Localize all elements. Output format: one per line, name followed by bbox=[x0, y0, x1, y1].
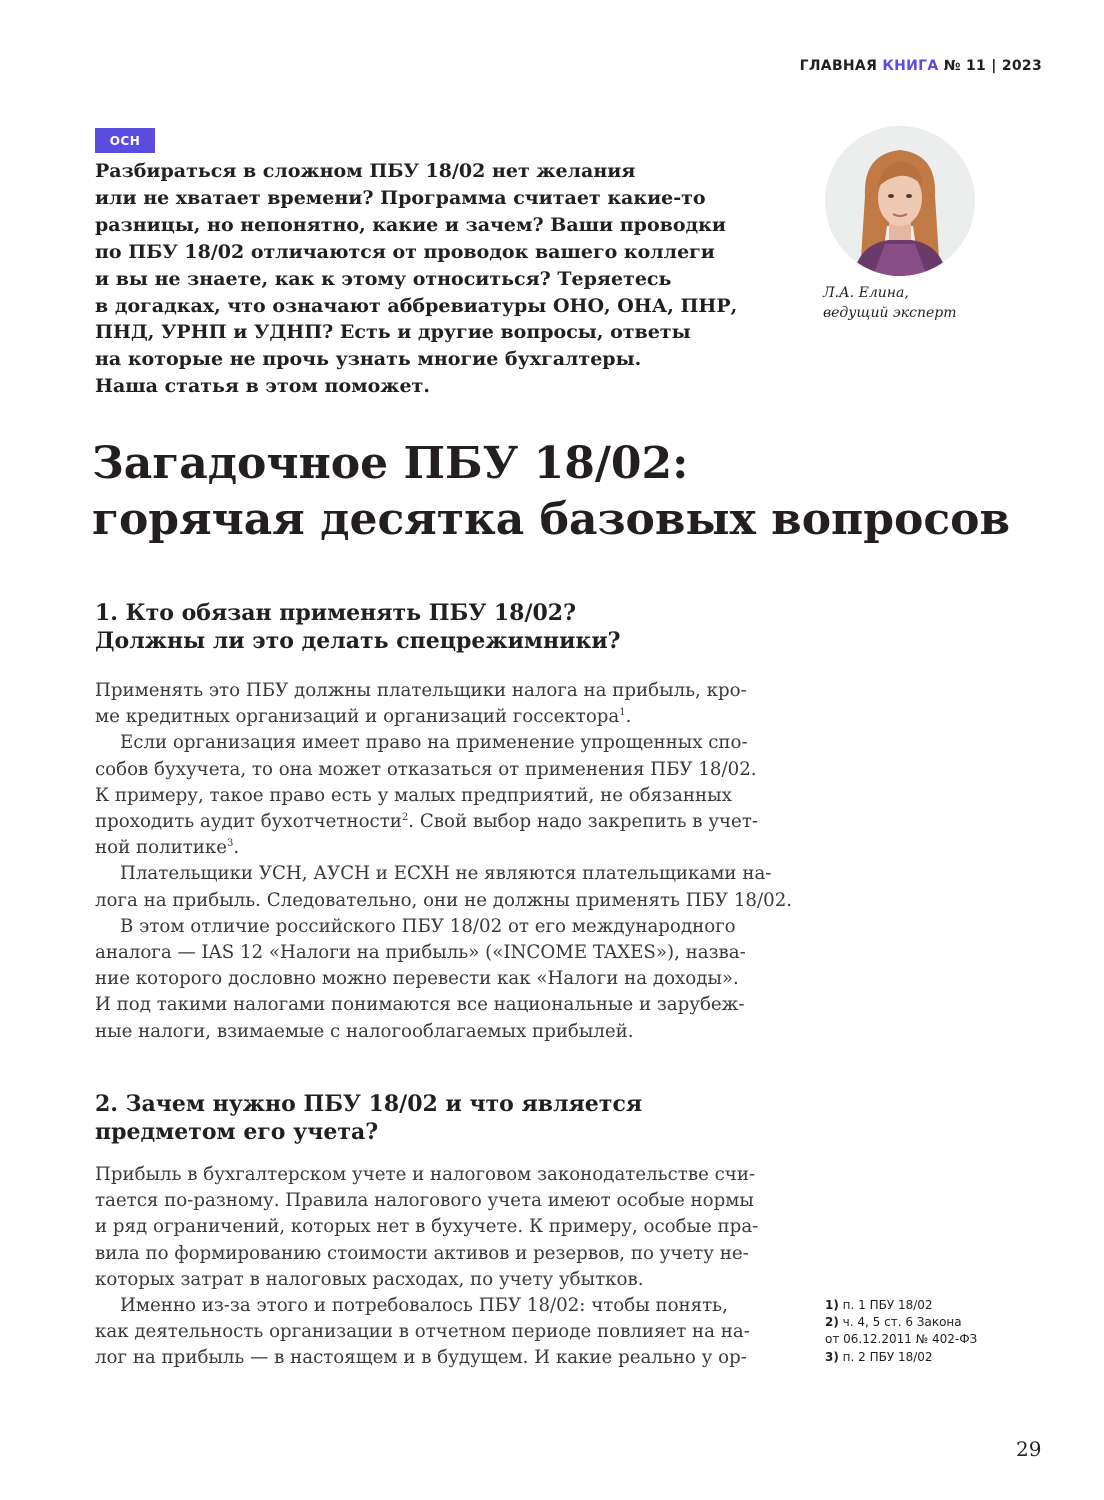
question-2-body bbox=[95, 1162, 775, 1372]
text-line: Если организация имеет право на применение упрощенных спо- bbox=[120, 732, 748, 754]
text-line: ние которого дословно можно перевести как «Налоги на доходы». bbox=[95, 968, 739, 990]
lead-line: разницы, но непонятно, какие и зачем? Ваши проводки bbox=[95, 213, 726, 236]
text-line: вила по формированию стоимости активов и резервов, по учету не- bbox=[95, 1242, 749, 1264]
text-line: И под такими налогами понимаются все национальные и зарубеж- bbox=[95, 994, 745, 1016]
text-line: тается по-разному. Правила налогового учета имеют особые нормы bbox=[95, 1190, 754, 1212]
lead-line: Разбираться в сложном ПБУ 18/02 нет желания bbox=[95, 160, 636, 182]
text-line: лога на прибыль. Следовательно, они не должны применять ПБУ 18/02. bbox=[95, 889, 793, 911]
heading-line: Должны ли это делать спецрежимники? bbox=[95, 627, 621, 654]
footnote-continuation: от 06.12.2011 № 402-ФЗ bbox=[825, 1332, 978, 1347]
footnote: 1) п. 1 ПБУ 18/02 bbox=[825, 1298, 933, 1312]
lead-paragraph bbox=[95, 158, 775, 400]
question-1-body bbox=[95, 678, 793, 1045]
heading-line: 1. Кто обязан применять ПБУ 18/02? bbox=[95, 600, 576, 626]
text-line: ме кредитных организаций и организаций госсектора$^1$. bbox=[95, 706, 632, 728]
lead-line: и вы не знаете, как к этому относиться? Теряетесь bbox=[95, 267, 672, 290]
author-role: ведущий эксперт bbox=[823, 305, 957, 321]
text-line: Именно из-за этого и потребовалось ПБУ 18/02: чтобы понять, bbox=[120, 1295, 728, 1317]
article-title bbox=[92, 436, 1010, 548]
lead-line: на которые не прочь узнать многие бухгалтеры. bbox=[95, 348, 642, 371]
lead-line: по ПБУ 18/02 отличаются от проводок вашего коллеги bbox=[95, 240, 715, 263]
heading-line: 2. Зачем нужно ПБУ 18/02 и что является bbox=[95, 1091, 643, 1117]
lead-line: Наша статья в этом поможет. bbox=[95, 375, 430, 398]
footnote-ref: 3 bbox=[227, 838, 234, 850]
lead-line: в догадках, что означают аббревиатуры ОНО, ОНА, ПНР, bbox=[95, 294, 738, 317]
question-1-heading bbox=[95, 600, 621, 655]
lead-line: ПНД, УРНП и УДНП? Есть и другие вопросы, ответы bbox=[95, 321, 691, 344]
text-line: В этом отличие российского ПБУ 18/02 от его международного bbox=[120, 915, 736, 937]
tax-regime-badge: ОСН bbox=[95, 128, 155, 153]
footnote: 3) п. 2 ПБУ 18/02 bbox=[825, 1349, 933, 1364]
text-line: ные налоги, взимаемые с налогооблагаемых прибылей. bbox=[95, 1020, 634, 1042]
text-line: лог на прибыль — в настоящем и в будущем. И какие реально у ор- bbox=[95, 1347, 747, 1369]
footnote-ref: 2 bbox=[401, 812, 409, 824]
author-portrait-icon bbox=[825, 126, 975, 276]
text-line: как деятельность организации в отчетном периоде повлияет на на- bbox=[95, 1321, 750, 1343]
author-caption bbox=[823, 283, 957, 323]
footnote: 2) ч. 4, 5 ст. 6 Закона bbox=[825, 1315, 962, 1330]
magazine-header bbox=[800, 58, 1042, 74]
text-line: К примеру, такое право есть у малых предприятий, не обязанных bbox=[95, 784, 732, 806]
author-photo bbox=[825, 126, 975, 276]
heading-line: предметом его учета? bbox=[95, 1118, 379, 1145]
text-line: Прибыль в бухгалтерском учете и налоговом законодательстве счи- bbox=[95, 1164, 756, 1185]
text-line: ной политике$^3$. bbox=[95, 837, 240, 859]
page-number: 29 bbox=[1016, 1437, 1042, 1461]
text-line: и ряд ограничений, которых нет в бухучете. К примеру, особые пра- bbox=[95, 1216, 759, 1238]
text-line: проходить аудит бухотчетности$^2$. Свой выбор надо закрепить в учет- bbox=[95, 811, 759, 833]
title-line: горячая десятка базовых вопросов bbox=[92, 494, 1011, 545]
author-name: Л.А. Елина, bbox=[823, 285, 909, 301]
footnote-ref: 1 bbox=[619, 707, 626, 719]
text-line: аналога — IAS 12 «Налоги на прибыль» («INCOME TAXES»), назва- bbox=[95, 942, 746, 964]
text-line: собов бухучета, то она может отказаться от применения ПБУ 18/02. bbox=[95, 758, 757, 780]
lead-line: или не хватает времени? Программа считает какие-то bbox=[95, 186, 706, 209]
text-line: Плательщики УСН, АУСН и ЕСХН не являются плательщиками на- bbox=[120, 863, 772, 885]
magazine-name-accent: КНИГА bbox=[882, 58, 939, 74]
text-line: Применять это ПБУ должны плательщики налога на прибыль, кро- bbox=[95, 680, 747, 701]
text-line: которых затрат в налоговых расходах, по учету убытков. bbox=[95, 1268, 644, 1290]
magazine-name: ГЛАВНАЯ bbox=[799, 58, 878, 74]
footnotes bbox=[825, 1297, 977, 1366]
question-2-heading bbox=[95, 1091, 642, 1146]
title-line: Загадочное ПБУ 18/02: bbox=[92, 438, 689, 489]
issue-number: № 11 | 2023 bbox=[943, 58, 1042, 74]
